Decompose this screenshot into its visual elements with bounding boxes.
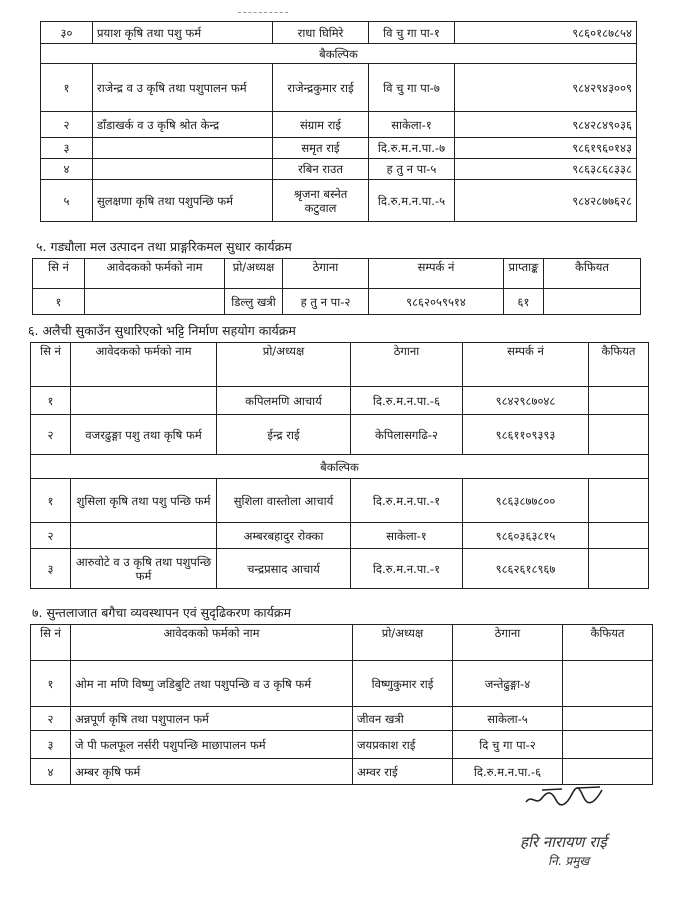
table-row [41, 159, 637, 180]
cell-remarks [589, 387, 649, 415]
table-header-row [31, 343, 649, 387]
cell-owner: सुशिला वास्तोला आचार्य [217, 479, 351, 523]
cell-remarks [563, 661, 653, 707]
header-owner: प्रो/अध्यक्ष [353, 625, 453, 661]
cell-sn: ४ [41, 159, 93, 180]
cell-address: दि.रु.म.न.पा.-५ [369, 180, 455, 222]
cell-contact: ९८६२६१८९६७ [463, 549, 589, 589]
table-row [41, 180, 637, 222]
cell-sn: ४ [31, 759, 71, 785]
cell-contact: ९८४२९४३००९ [455, 64, 637, 112]
table-row-alt-label [41, 44, 637, 64]
cell-address: केपिलासगढि-२ [351, 415, 463, 455]
cell-remarks [563, 759, 653, 785]
cell-name: शुसिला कृषि तथा पशु पन्छि फर्म [71, 479, 217, 523]
alternate-label: बैकल्पिक [41, 44, 637, 64]
handwritten-signature [522, 782, 612, 812]
cell-address: दि चु गा पा-२ [453, 731, 563, 759]
cell-address: ह तु न पा-२ [283, 289, 369, 315]
cell-owner: विष्णुकुमार राई [353, 661, 453, 707]
section-6-title: ६. अलैची सुकाउँन सुधारिएको भट्टि निर्माण सहयोग कार्यक्रम [28, 323, 296, 338]
cell-remarks [589, 549, 649, 589]
cell-sn: ३० [41, 22, 93, 44]
cell-name: डाँडाखर्क व उ कृषि श्रोत केन्द्र [93, 112, 273, 138]
header-name: आवेदकको फर्मको नाम [71, 625, 353, 661]
header-sn: सि नं [31, 625, 71, 661]
cell-remarks [589, 415, 649, 455]
table-row [41, 138, 637, 159]
table-section6 [30, 342, 649, 589]
cell-name [71, 523, 217, 549]
cell-sn: २ [31, 707, 71, 731]
cell-owner: ईन्द्र राई [217, 415, 351, 455]
cell-owner: समृत राई [273, 138, 369, 159]
cell-score: ६१ [504, 289, 544, 315]
table-row [31, 415, 649, 455]
cell-sn: १ [31, 479, 71, 523]
cell-sn: ३ [31, 549, 71, 589]
table-row-alt-label [31, 455, 649, 479]
alternate-label: बैकल्पिक [31, 455, 649, 479]
cell-contact: ९८६१९६०१४३ [455, 138, 637, 159]
cell-name: प्रयाश कृषि तथा पशु फर्म [93, 22, 273, 44]
table-row [41, 112, 637, 138]
header-name: आवेदकको फर्मको नाम [71, 343, 217, 387]
table-row [31, 731, 653, 759]
cell-name: वजरढुङ्गा पशु तथा कृषि फर्म [71, 415, 217, 455]
cell-contact: ९८४२८४९०३६ [455, 112, 637, 138]
header-owner: प्रो/अध्यक्ष [225, 259, 283, 289]
signatory-title: नि. प्रमुख [548, 854, 590, 868]
cell-address: दि.रु.म.न.पा.-१ [351, 479, 463, 523]
cell-address: दि.रु.म.न.पा.-७ [369, 138, 455, 159]
header-contact: सम्पर्क नं [463, 343, 589, 387]
table-header-row [31, 625, 653, 661]
cell-sn: ३ [41, 138, 93, 159]
cell-name: राजेन्द्र व उ कृषि तथा पशुपालन फर्म [93, 64, 273, 112]
cell-remarks [544, 289, 641, 315]
table-row [31, 661, 653, 707]
cell-contact: ९८६३८७७८०० [463, 479, 589, 523]
header-remarks: कैफियत [544, 259, 641, 289]
cell-remarks [563, 731, 653, 759]
header-contact: सम्पर्क नं [369, 259, 504, 289]
cell-name: सुलक्षणा कृषि तथा पशुपन्छि फर्म [93, 180, 273, 222]
table-row [31, 759, 653, 785]
signatory-name: हरि नारायण राई [520, 833, 607, 851]
header-address: ठेगाना [351, 343, 463, 387]
cell-sn: १ [41, 64, 93, 112]
table-row [31, 707, 653, 731]
table-section5 [32, 258, 641, 315]
cell-sn: १ [31, 661, 71, 707]
cell-name [93, 159, 273, 180]
header-remarks: कैफियत [563, 625, 653, 661]
cell-contact: ९८६३८६८३३८ [455, 159, 637, 180]
table-section7 [30, 624, 653, 785]
cell-name: आरुवोटे व उ कृषि तथा पशुपन्छि फर्म [71, 549, 217, 589]
cell-address: साकेला-१ [369, 112, 455, 138]
cell-name: अम्बर कृषि फर्म [71, 759, 353, 785]
table-row [41, 64, 637, 112]
cell-address: ह तु न पा-५ [369, 159, 455, 180]
cell-address: वि चु गा पा-१ [369, 22, 455, 44]
cell-name [71, 387, 217, 415]
cell-contact: ९८६०३६३८१५ [463, 523, 589, 549]
cell-remarks [589, 523, 649, 549]
cell-name [85, 289, 225, 315]
cell-contact: ९८४२९८७०४८ [463, 387, 589, 415]
table-row [31, 549, 649, 589]
cell-address: जन्तेढुङ्गा-४ [453, 661, 563, 707]
cell-address: साकेला-५ [453, 707, 563, 731]
cell-owner: कपिलमणि आचार्य [217, 387, 351, 415]
header-sn: सि नं [33, 259, 85, 289]
cell-contact: ९८४२८७७६२८ [455, 180, 637, 222]
section-7-title: ७. सुन्तलाजात बगैचा व्यवस्थापन एवं सुदृढिकरण कार्यक्रम [32, 605, 291, 620]
header-owner: प्रो/अध्यक्ष [217, 343, 351, 387]
cell-owner: जयप्रकाश राई [353, 731, 453, 759]
cell-sn: २ [41, 112, 93, 138]
cell-owner: अम्वर राई [353, 759, 453, 785]
table-row [31, 479, 649, 523]
cell-owner: राधा घिमिरे [273, 22, 369, 44]
cell-sn: १ [33, 289, 85, 315]
cell-contact: ९८६११०९३९३ [463, 415, 589, 455]
header-name: आवेदकको फर्मको नाम [85, 259, 225, 289]
stamp-mark [238, 2, 288, 13]
section-5-title: ५. गड्यौला मल उत्पादन तथा प्राङ्गरिकमल सुधार कार्यक्रम [36, 239, 292, 254]
cell-sn: ३ [31, 731, 71, 759]
cell-owner: श्रृजना बस्नेत कटुवाल [273, 180, 369, 222]
cell-name: जे पी फलफूल नर्सरी पशुपन्छि माछापालन फर्म [71, 731, 353, 759]
cell-sn: २ [31, 415, 71, 455]
cell-sn: ५ [41, 180, 93, 222]
cell-address: वि चु गा पा-७ [369, 64, 455, 112]
cell-owner: राजेन्द्रकुमार राई [273, 64, 369, 112]
cell-name: ओम ना मणि विष्णु जडिबुटि तथा पशुपन्छि व उ कृषि फर्म [71, 661, 353, 707]
table-row [41, 22, 637, 44]
header-address: ठेगाना [283, 259, 369, 289]
table-row [31, 387, 649, 415]
cell-owner: डिल्लु खत्री [225, 289, 283, 315]
cell-remarks [563, 707, 653, 731]
header-score: प्राप्ताङ्क [504, 259, 544, 289]
cell-contact: ९८६०१८७८५४ [455, 22, 637, 44]
cell-contact: ९८६२०५९५१४ [369, 289, 504, 315]
cell-owner: रबिन राउत [273, 159, 369, 180]
cell-owner: जीवन खत्री [353, 707, 453, 731]
cell-sn: १ [31, 387, 71, 415]
cell-address: साकेला-१ [351, 523, 463, 549]
cell-owner: अम्बरबहादुर रोक्का [217, 523, 351, 549]
cell-address: दि.रु.म.न.पा.-६ [351, 387, 463, 415]
cell-owner: चन्द्रप्रसाद आचार्य [217, 549, 351, 589]
table-row [31, 523, 649, 549]
cell-address: दि.रु.म.न.पा.-१ [351, 549, 463, 589]
cell-sn: २ [31, 523, 71, 549]
cell-remarks [589, 479, 649, 523]
header-sn: सि नं [31, 343, 71, 387]
table-row [33, 289, 641, 315]
cell-name [93, 138, 273, 159]
header-address: ठेगाना [453, 625, 563, 661]
cell-owner: संग्राम राई [273, 112, 369, 138]
header-remarks: कैफियत [589, 343, 649, 387]
table-section4-tail [40, 21, 637, 222]
table-header-row [33, 259, 641, 289]
cell-address: दि.रु.म.न.पा.-६ [453, 759, 563, 785]
cell-name: अन्नपूर्ण कृषि तथा पशुपालन फर्म [71, 707, 353, 731]
